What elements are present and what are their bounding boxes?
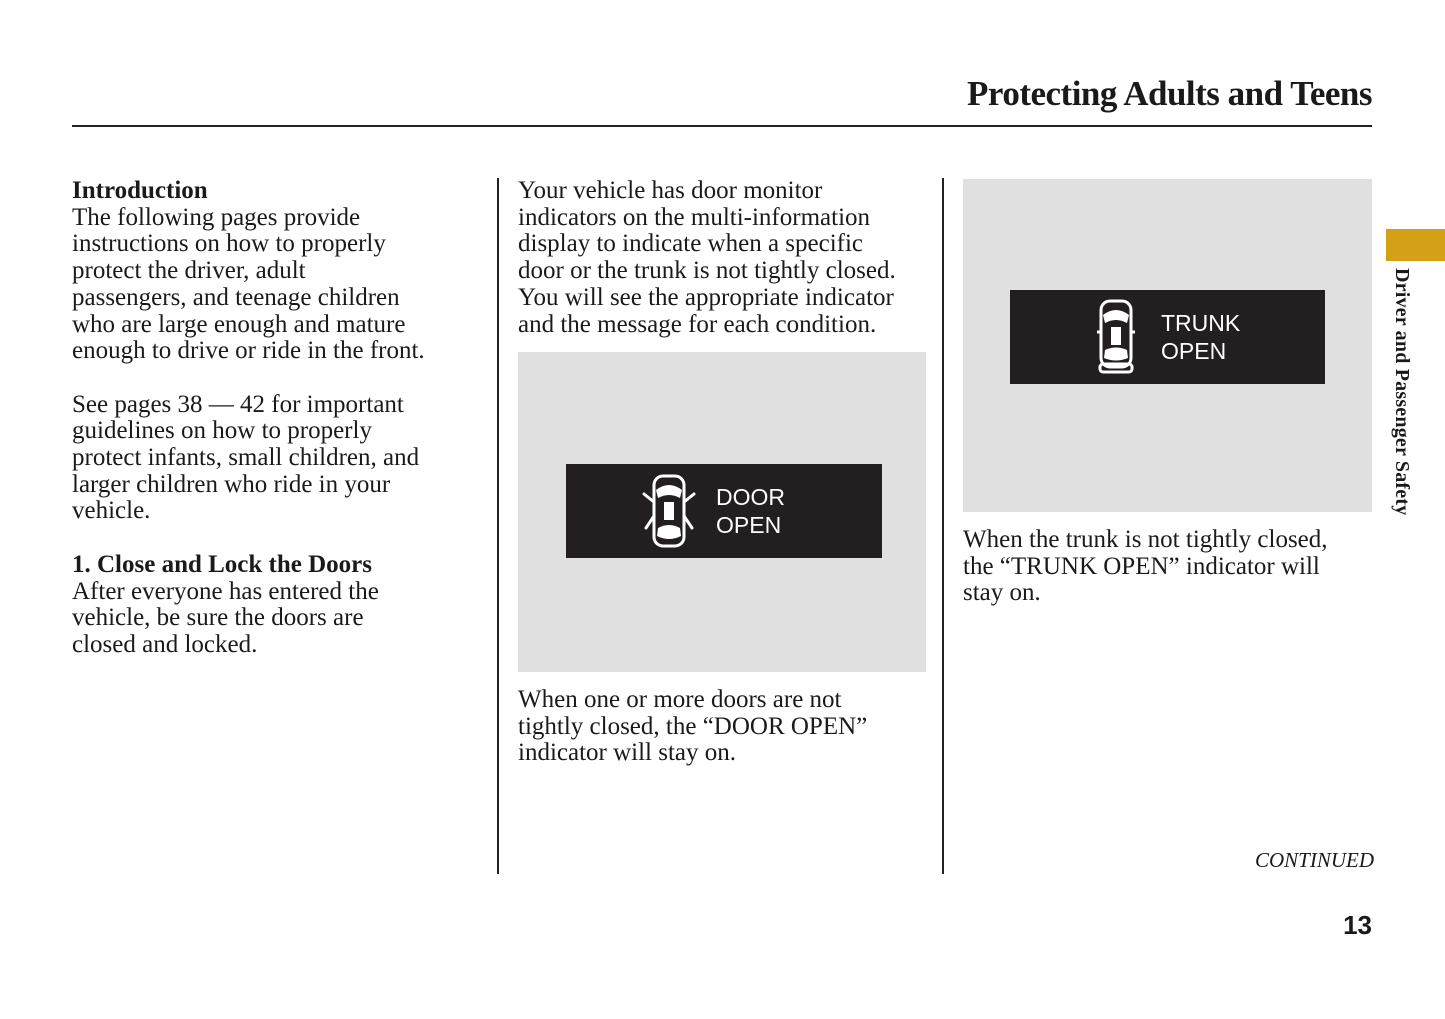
text-line: closed and locked. (72, 630, 258, 658)
trunk-open-caption (963, 527, 1383, 607)
text-line: vehicle. (72, 497, 151, 525)
introduction-heading: Introduction (72, 177, 208, 204)
text-line: display to indicate when a specific (518, 230, 864, 258)
column-divider (497, 178, 499, 874)
text-line: protect the driver, adult (72, 257, 306, 285)
see-pages-paragraph (72, 392, 492, 526)
text-line: The following pages provide (72, 203, 361, 231)
text-line: protect infants, small children, and (72, 444, 420, 472)
text-line: See pages 38 — 42 for important (72, 390, 404, 418)
text-line: After everyone has entered the (72, 577, 379, 605)
trunk-open-indicator (1010, 290, 1325, 384)
text-line: instructions on how to properly (72, 230, 386, 258)
column-divider (942, 178, 944, 874)
indicator-line: DOOR (716, 484, 785, 510)
page-title: Protecting Adults and Teens (967, 74, 1372, 113)
door-monitor-paragraph (518, 178, 938, 338)
text-line: guidelines on how to properly (72, 417, 372, 445)
column-door-monitor (518, 178, 938, 338)
car-trunk-open-icon (1094, 298, 1138, 376)
indicator-line: OPEN (716, 512, 782, 538)
text-line: indicator will stay on. (518, 739, 737, 767)
step-heading: 1. Close and Lock the Doors (72, 550, 373, 578)
indicator-line: OPEN (1161, 338, 1227, 364)
text-line: door or the trunk is not tightly closed. (518, 257, 896, 285)
text-line: tightly closed, the “DOOR OPEN” (518, 712, 868, 740)
page-number: 13 (1343, 910, 1372, 940)
continued-label: CONTINUED (1254, 848, 1374, 872)
text-line: vehicle, be sure the doors are (72, 604, 364, 632)
text-line: enough to drive or ride in the front. (72, 337, 425, 365)
text-line: When one or more doors are not (518, 686, 842, 713)
text-line: When the trunk is not tightly closed, (963, 526, 1328, 553)
text-line: larger children who ride in your (72, 470, 391, 498)
door-open-label (716, 483, 785, 539)
text-line: You will see the appropriate indicator (518, 283, 894, 311)
header-rule (72, 125, 1372, 127)
door-open-indicator (566, 464, 882, 558)
text-line: who are large enough and mature (72, 310, 406, 338)
trunk-open-label (1161, 309, 1240, 365)
text-line: passengers, and teenage children (72, 283, 400, 311)
car-door-open-icon (642, 472, 696, 550)
text-line: stay on. (963, 579, 1041, 607)
text-line: and the message for each condition. (518, 310, 877, 338)
intro-paragraph (72, 205, 492, 365)
trunk-open-figure (963, 179, 1372, 512)
section-label: Driver and Passenger Safety (1391, 268, 1413, 516)
step-paragraph (72, 579, 492, 659)
text-line: the “TRUNK OPEN” indicator will (963, 552, 1320, 580)
section-tab (1386, 229, 1445, 261)
indicator-line: TRUNK (1161, 310, 1241, 336)
text-line: indicators on the multi-information (518, 203, 871, 231)
door-open-caption (518, 687, 938, 767)
door-open-figure (518, 352, 926, 672)
text-line: Your vehicle has door monitor (518, 177, 823, 204)
column-introduction (72, 178, 492, 659)
